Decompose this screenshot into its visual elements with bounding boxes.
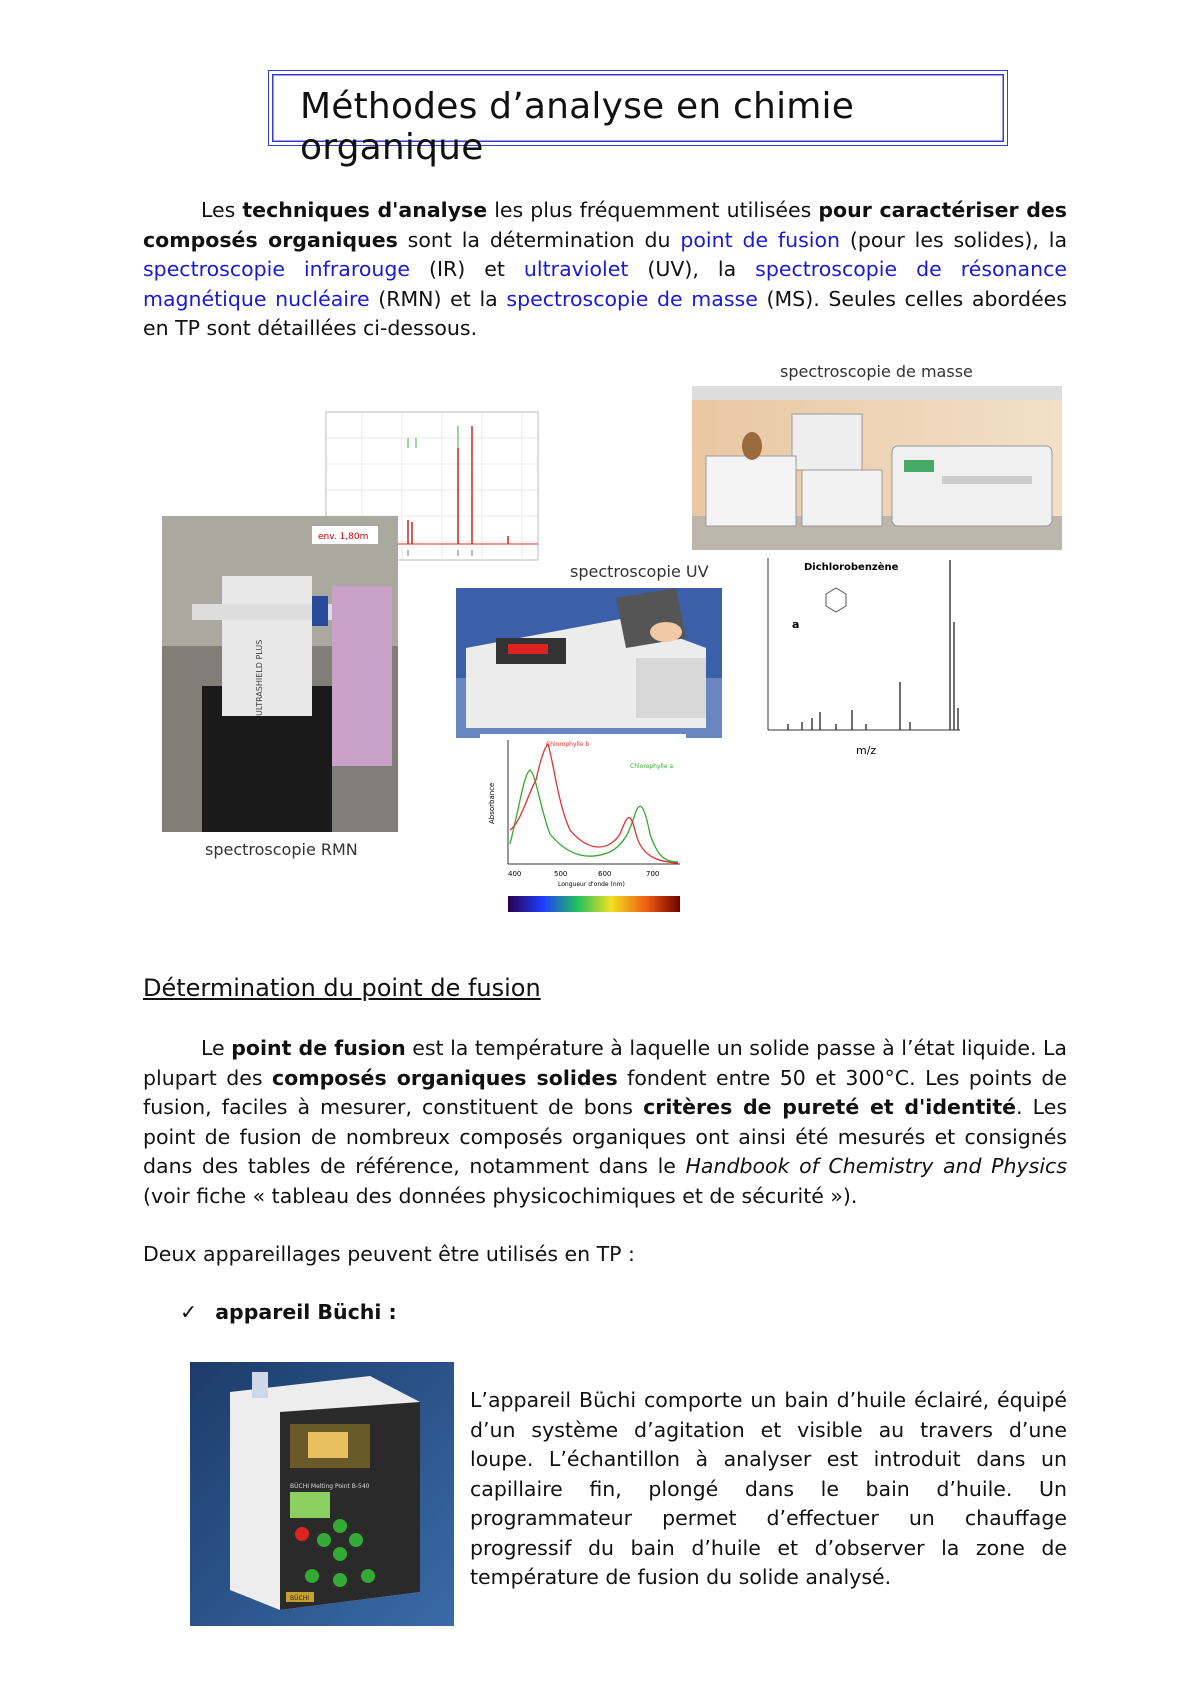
link-ms: spectroscopie de masse [506,286,758,311]
uv-tick-600: 600 [598,870,612,878]
buchi-label: BÜCHI Melting Point B-540 [290,1483,370,1490]
uv-absorbance-chart [480,734,686,914]
uv-legend-b: Chlorophylle b [546,741,590,748]
section-heading: Détermination du point de fusion [143,974,541,1002]
uv-chart-ylabel: Absorbance [488,782,496,824]
uv-tick-400: 400 [508,870,522,878]
nmr-magnet-photo [162,516,398,832]
melting-point-paragraph: Le point de fusion est la température à laquelle un solide passe à l’état liquide. La plupart des composés organiques solides fondent entre 50 et 300°C. Les points de fusion, faciles à mesurer, constituent de bons critères de pureté et d'identité. Les point de fusion de nombreux composés organiques ont ainsi été mesurés et consignés dans des tables de référence, notamment dans le Handbook of Chemistry and Physics (voir fiche « tableau des données physicochimiques et de sécurité »). [143,1036,1068,1208]
uv-legend-a: Chlorophylle a [630,763,674,770]
buchi-apparatus-photo [190,1362,454,1626]
device-label: appareil Büchi : [215,1300,397,1324]
uv-caption: spectroscopie UV [570,562,709,581]
link-rmn: spectroscopie de résonance magnétique nucléaire [143,257,1067,311]
link-point-de-fusion: point de fusion [680,227,841,252]
intro-paragraph: Les techniques d'analyse les plus fréquemment utilisées pour caractériser des composés organiques sont la détermination du point de fusion (pour les solides), la spectroscopie infrarouge (IR) et ultraviolet (UV), la spectroscopie de résonance magnétique nucléaire (RMN) et la spectroscopie de masse (MS). Seules celles abordées en TP sont détaillées ci-dessous. [143,198,1068,340]
buchi-logo: BÜCHI [290,1595,309,1602]
ms-chart-xlabel: m/z [856,744,877,757]
mass-spectrometer-photo [692,386,1062,550]
device-item-buchi [180,1300,397,1324]
uv-spectrometer-photo [456,588,722,738]
devices-intro: Deux appareillages peuvent être utilisés en TP : [143,1242,635,1266]
uv-tick-500: 500 [554,870,568,878]
mass-spec-caption: spectroscopie de masse [780,362,973,381]
mass-spectrum-chart [754,554,998,764]
nmr-badge: env. 1,80m [318,532,369,542]
nmr-magnet-label: ULTRASHIELD PLUS [255,639,264,716]
ms-chart-letter: a [792,618,800,631]
uv-tick-700: 700 [646,870,660,878]
page-title: Méthodes d’analyse en chimie organique [300,86,855,168]
link-uv: ultraviolet [523,257,629,281]
buchi-description: L’appareil Büchi comporte un bain d’huile éclairé, équipé d’un système d’agitation et visible au travers d’une loupe. L’échantillon à analyser est introduit dans un capillaire fin, plongé dans le bain d’huile. Un programmateur permet d’effectuer un chauffage progressif du bain d’huile et d’observer la zone de température de fusion du solide analysé. [470,1388,1067,1589]
uv-chart-xlabel: Longueur d'onde (nm) [558,881,625,888]
link-ir: spectroscopie infrarouge [143,257,410,281]
checkmark-icon: ✓ [180,1300,198,1324]
nmr-caption: spectroscopie RMN [205,840,358,859]
ms-chart-title: Dichlorobenzène [804,562,899,573]
